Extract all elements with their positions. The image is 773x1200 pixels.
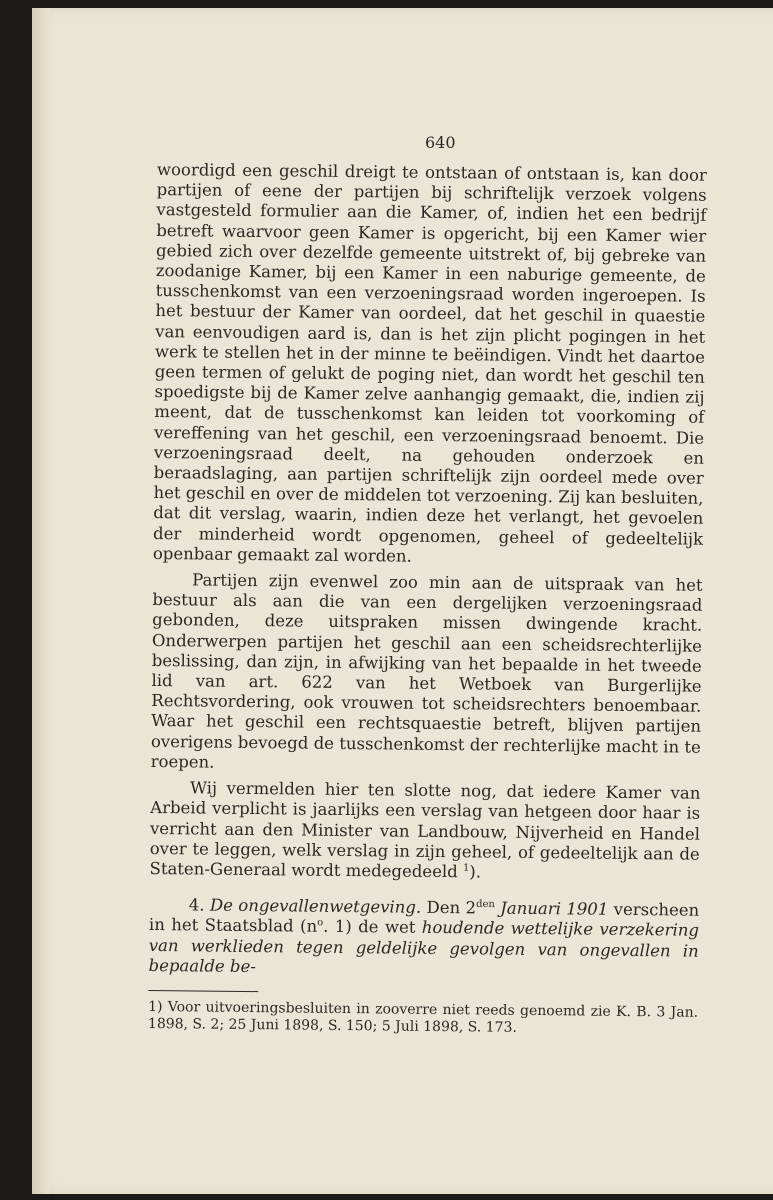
- paragraph-1: woordigd een geschil dreigt te ontstaan of ontstaan is, kan door partijen of eene der partijen bij schriftelijk verzoek volgens vastgesteld formulier aan die Kamer, of, indien het een bedrijf betreft waarvoor geen Kamer is opgericht, bij een Kamer wier gebied zich over dezelfde gemeente uitstrekt of, bij gebreke van zoodanige Kamer, bij een Kamer in een naburige gemeente, de tusschenkomst van een verzoeningsraad worden ingeroepen. Is het bestuur der Kamer van oordeel, dat het geschil in quaestie van eenvoudigen aard is, dan is het zijn plicht pogingen in het werk te stellen het in der minne te beëindigen. Vindt het daartoe geen termen of gelukt de poging niet, dan wordt het geschil ten spoedigste bij de Kamer zelve aanhangig gemaakt, die, indien zij meent, dat de tusschenkomst kan leiden tot voorkoming of vereffening van het geschil, een verzoeningsraad benoemt. Die verzoeningsraad deelt, na gehouden onderzoek en beraadslaging, aan partijen schriftelijk zijn oordeel mede over het geschil en over de middelen tot verzoening. Zij kan besluiten, dat dit verslag, waarin, indien deze het verlangt, het gevoelen der minderheid wordt opgenomen, geheel of gedeeltelijk openbaar gemaakt zal worden.: [152, 160, 707, 566]
- number-superscript: o: [317, 917, 324, 929]
- footnote-divider: [148, 990, 258, 992]
- section-title: De ongevallenwetgeving.: [209, 895, 422, 917]
- footnote: [148, 999, 698, 1039]
- paragraph-3: [149, 778, 700, 885]
- paragraph-4: [148, 895, 699, 982]
- footnote-text: Voor uitvoeringsbesluiten in zooverre niet reeds genoemd zie K. B. 3 Jan. 1898, S. 2; 25 Juni 1898, S. 150; 5 Juli 1898, S. 173.: [147, 999, 699, 1036]
- paragraph-4-part-c: . 1) de wet: [323, 917, 416, 938]
- page-body: [148, 160, 707, 1039]
- page-gutter: [32, 8, 50, 1194]
- footnote-marker: 1): [148, 998, 163, 1016]
- paragraph-4-part-a: Den 2: [426, 897, 477, 918]
- paragraph-3-end: ).: [469, 862, 482, 882]
- law-title: houdende wettelijke verzekering van werklieden tegen geldelijke gevolgen van ongevallen in bepaalde be-: [148, 918, 700, 976]
- paragraph-4-date: Januari 1901: [500, 898, 609, 919]
- section-number: 4.: [188, 895, 205, 915]
- paragraph-3-text: Wij vermelden hier ten slotte nog, dat iedere Kamer van Arbeid verplicht is jaarlijks een verslag van hetgeen door haar is verricht aan den Minister van Landbouw, Nijverheid en Handel over te leggen, welk verslag in zijn geheel, of gedeeltelijk aan de Staten-Generaal wordt medegedeeld: [149, 778, 701, 882]
- date-superscript: den: [476, 898, 495, 911]
- page-number: 640: [425, 133, 456, 152]
- paragraph-4-part-b: verscheen in het Staatsblad (n: [148, 899, 700, 937]
- footnote-reference: 1: [462, 862, 470, 874]
- paragraph-2: Partijen zijn evenwel zoo min aan de uitspraak van het bestuur als aan die van een dergelijken verzoeningsraad gebonden, deze uitspraken missen dwingende kracht. Onderwerpen partijen het geschil aan een scheidsrechterlijke beslissing, dan zijn, in afwijking van het bepaalde in het tweede lid van art. 622 van het Wetboek van Burgerlijke Rechtsvordering, ook vrouwen tot scheidsrechters benoembaar. Waar het geschil een rechtsquaestie betreft, blijven partijen overigens bevoegd de tusschenkomst der rechterlijke macht in te roepen.: [150, 570, 703, 772]
